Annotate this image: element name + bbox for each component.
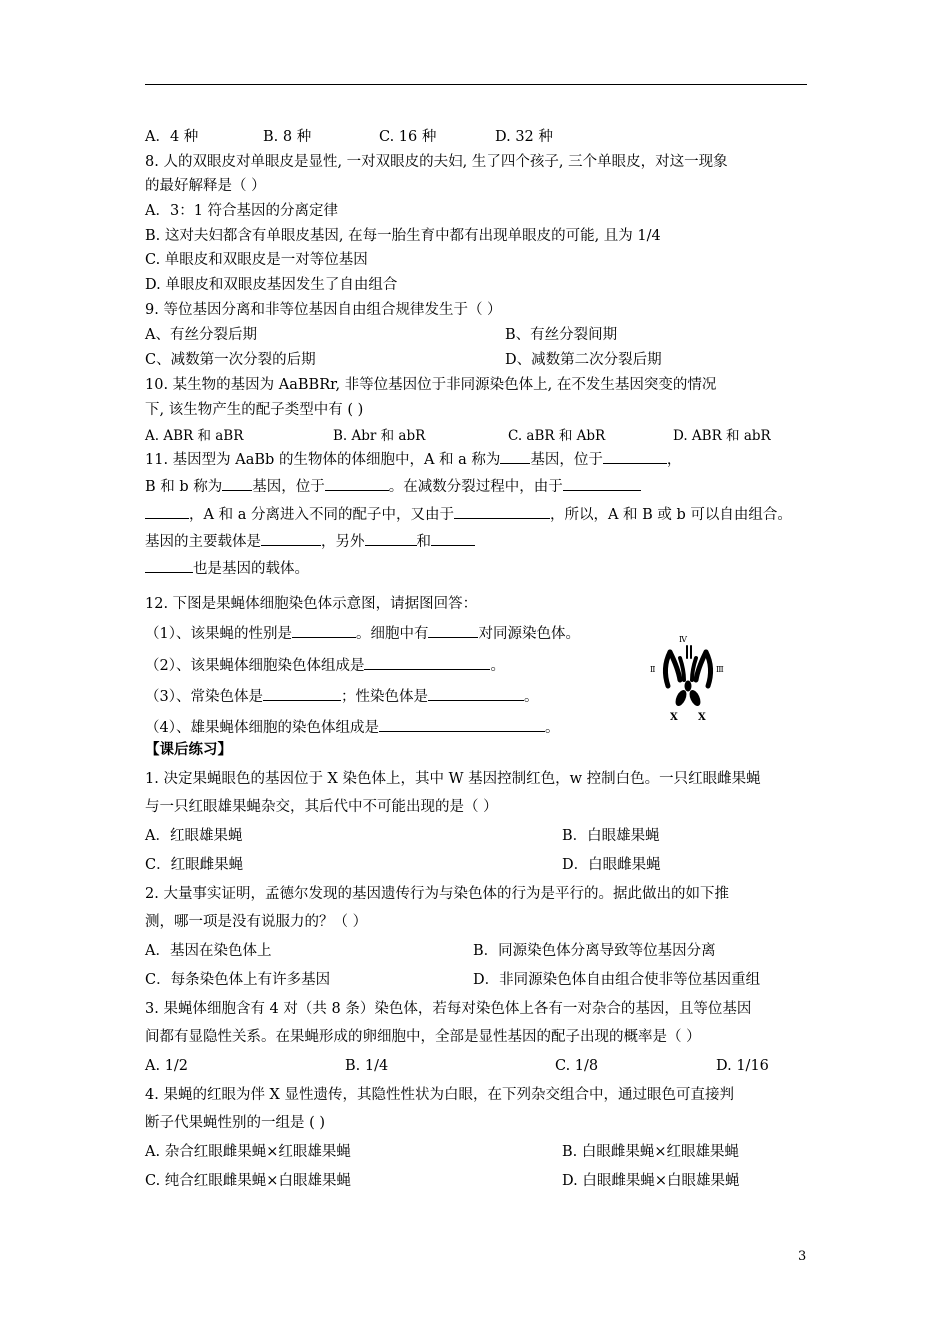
q7-option-c: C. 16 种 <box>379 129 437 145</box>
h2-option-d: D．非同源染色体自由组合使非等位基因重组 <box>473 972 761 988</box>
h2-option-a: A．基因在染色体上 <box>145 943 272 959</box>
fig-label-x1: X <box>670 712 678 722</box>
q9-stem: 9. 等位基因分离和非等位基因自由组合规律发生于（ ） <box>145 302 502 318</box>
h3-option-c: C. 1/8 <box>555 1058 599 1074</box>
header-rule <box>145 84 807 85</box>
answer-blank[interactable] <box>145 503 189 519</box>
q12-sub3: （3）、常染色体是 ；性染色体是 。 <box>145 685 538 707</box>
q11-line3: ，A 和 a 分离进入不同的配子中，又由于 ，所以，A 和 B 或 b 可以自由组合。 <box>145 503 792 525</box>
q12-sub1: （1）、该果蝇的性别是 。细胞中有 对同源染色体。 <box>145 622 580 644</box>
answer-blank[interactable] <box>263 685 341 701</box>
fig-label-x2: X <box>698 712 706 722</box>
answer-blank[interactable] <box>325 475 389 491</box>
h2-option-b: B．同源染色体分离导致等位基因分离 <box>473 943 716 959</box>
h2-stem-line1: 2. 大量事实证明，孟德尔发现的基因遗传行为与染色体的行为是平行的。据此做出的如下推 <box>145 886 729 902</box>
q7-option-d: D. 32 种 <box>495 129 553 145</box>
h3-stem-line1: 3. 果蝇体细胞含有 4 对（共 8 条）染色体，若每对染色体上各有一对杂合的基因，且等位基因 <box>145 1001 752 1017</box>
answer-blank[interactable] <box>379 716 545 732</box>
h4-option-d: D. 白眼雌果蝇×白眼雄果蝇 <box>562 1173 740 1189</box>
answer-blank[interactable] <box>431 530 475 546</box>
h3-option-b: B. 1/4 <box>345 1058 389 1074</box>
answer-blank[interactable] <box>500 448 530 464</box>
h3-option-d: D. 1/16 <box>716 1058 769 1074</box>
q9-option-b: B、有丝分裂间期 <box>505 327 618 343</box>
h4-option-b: B. 白眼雌果蝇×红眼雄果蝇 <box>562 1144 740 1160</box>
h1-stem-line1: 1. 决定果蝇眼色的基因位于 X 染色体上，其中 W 基因控制红色，w 控制白色。一只红眼雌果蝇 <box>145 771 761 787</box>
answer-blank[interactable] <box>428 685 524 701</box>
answer-blank[interactable] <box>428 622 478 638</box>
chromosome-diagram <box>640 628 730 722</box>
answer-blank[interactable] <box>292 622 356 638</box>
q9-option-a: A、有丝分裂后期 <box>145 327 257 343</box>
answer-blank[interactable] <box>603 448 667 464</box>
h1-stem-line2: 与一只红眼雄果蝇杂交，其后代中不可能出现的是（ ） <box>145 799 498 815</box>
h1-option-d: D．白眼雌果蝇 <box>562 857 661 873</box>
h1-option-b: B．白眼雄果蝇 <box>562 828 660 844</box>
h1-option-c: C．红眼雌果蝇 <box>145 857 244 873</box>
h3-stem-line2: 间都有显隐性关系。在果蝇形成的卵细胞中，全部是显性基因的配子出现的概率是（ ） <box>145 1029 701 1045</box>
fig-label-ii: Ⅱ <box>650 665 656 674</box>
q12-sub2: （2）、该果蝇体细胞染色体组成是 。 <box>145 654 505 676</box>
h4-stem-line1: 4. 果蝇的红眼为伴 X 显性遗传，其隐性性状为白眼，在下列杂交组合中，通过眼色可直接判 <box>145 1087 734 1103</box>
q8-option-c: C. 单眼皮和双眼皮是一对等位基因 <box>145 252 368 268</box>
q7-option-b: B. 8 种 <box>263 129 312 145</box>
q8-stem-line2: 的最好解释是（ ） <box>145 178 266 194</box>
homework-title: 【课后练习】 <box>145 741 232 758</box>
q10-stem-line1: 10. 某生物的基因为 AaBBRr, 非等位基因位于非同源染色体上, 在不发生基因突变的情况 <box>145 377 717 393</box>
answer-blank[interactable] <box>261 530 321 546</box>
h4-option-c: C. 纯合红眼雌果蝇×白眼雄果蝇 <box>145 1173 351 1189</box>
q9-option-c: C、减数第一次分裂的后期 <box>145 352 316 368</box>
q10-option-d: D. ABR 和 abR <box>673 428 771 444</box>
answer-blank[interactable] <box>364 654 490 670</box>
q8-option-d: D. 单眼皮和双眼皮基因发生了自由组合 <box>145 277 398 293</box>
q7-option-a: A．4 种 <box>145 129 199 145</box>
q10-option-a: A. ABR 和 aBR <box>145 428 244 444</box>
chromosome-diagram-svg <box>640 628 730 722</box>
q10-option-c: C. aBR 和 AbR <box>508 428 606 444</box>
h4-stem-line2: 断子代果蝇性别的一组是 ( ) <box>145 1115 326 1131</box>
q11-line2: B 和 b 称为 基因，位于 。在减数分裂过程中，由于 <box>145 475 641 497</box>
h4-option-a: A. 杂合红眼雌果蝇×红眼雄果蝇 <box>145 1144 351 1160</box>
q11-line4: 基因的主要载体是 ，另外 和 <box>145 530 475 552</box>
answer-blank[interactable] <box>365 530 417 546</box>
answer-blank[interactable] <box>145 557 193 573</box>
answer-blank[interactable] <box>563 475 641 491</box>
h2-stem-line2: 测，哪一项是没有说服力的？（ ） <box>145 914 368 930</box>
h3-option-a: A. 1/2 <box>145 1058 189 1074</box>
h1-option-a: A．红眼雄果蝇 <box>145 828 243 844</box>
fig-label-iv: Ⅳ <box>679 635 687 644</box>
q8-stem-line1: 8. 人的双眼皮对单眼皮是显性, 一对双眼皮的夫妇, 生了四个孩子, 三个单眼皮，对这一现象 <box>145 154 728 170</box>
h2-option-c: C．每条染色体上有许多基因 <box>145 972 331 988</box>
answer-blank[interactable] <box>454 503 550 519</box>
q12-sub4: （4）、雄果蝇体细胞的染色体组成是 。 <box>145 716 559 738</box>
answer-blank[interactable] <box>222 475 252 491</box>
q10-stem-line2: 下, 该生物产生的配子类型中有 ( ) <box>145 402 364 418</box>
q12-stem: 12. 下图是果蝇体细胞染色体示意图，请据图回答： <box>145 596 478 612</box>
q10-option-b: B. Abr 和 abR <box>333 428 426 444</box>
q8-option-b: B. 这对夫妇都含有单眼皮基因, 在每一胎生育中都有出现单眼皮的可能, 且为 1/4 <box>145 228 661 244</box>
q11-line1: 11. 基因型为 AaBb 的生物体的体细胞中，A 和 a 称为 基因，位于 ， <box>145 448 681 470</box>
q8-option-a: A．3：1 符合基因的分离定律 <box>145 203 339 219</box>
fig-label-iii: Ⅲ <box>716 665 724 674</box>
q9-option-d: D、减数第二次分裂后期 <box>505 352 662 368</box>
q11-line5: 也是基因的载体。 <box>145 557 309 579</box>
page-number: 3 <box>798 1249 807 1264</box>
